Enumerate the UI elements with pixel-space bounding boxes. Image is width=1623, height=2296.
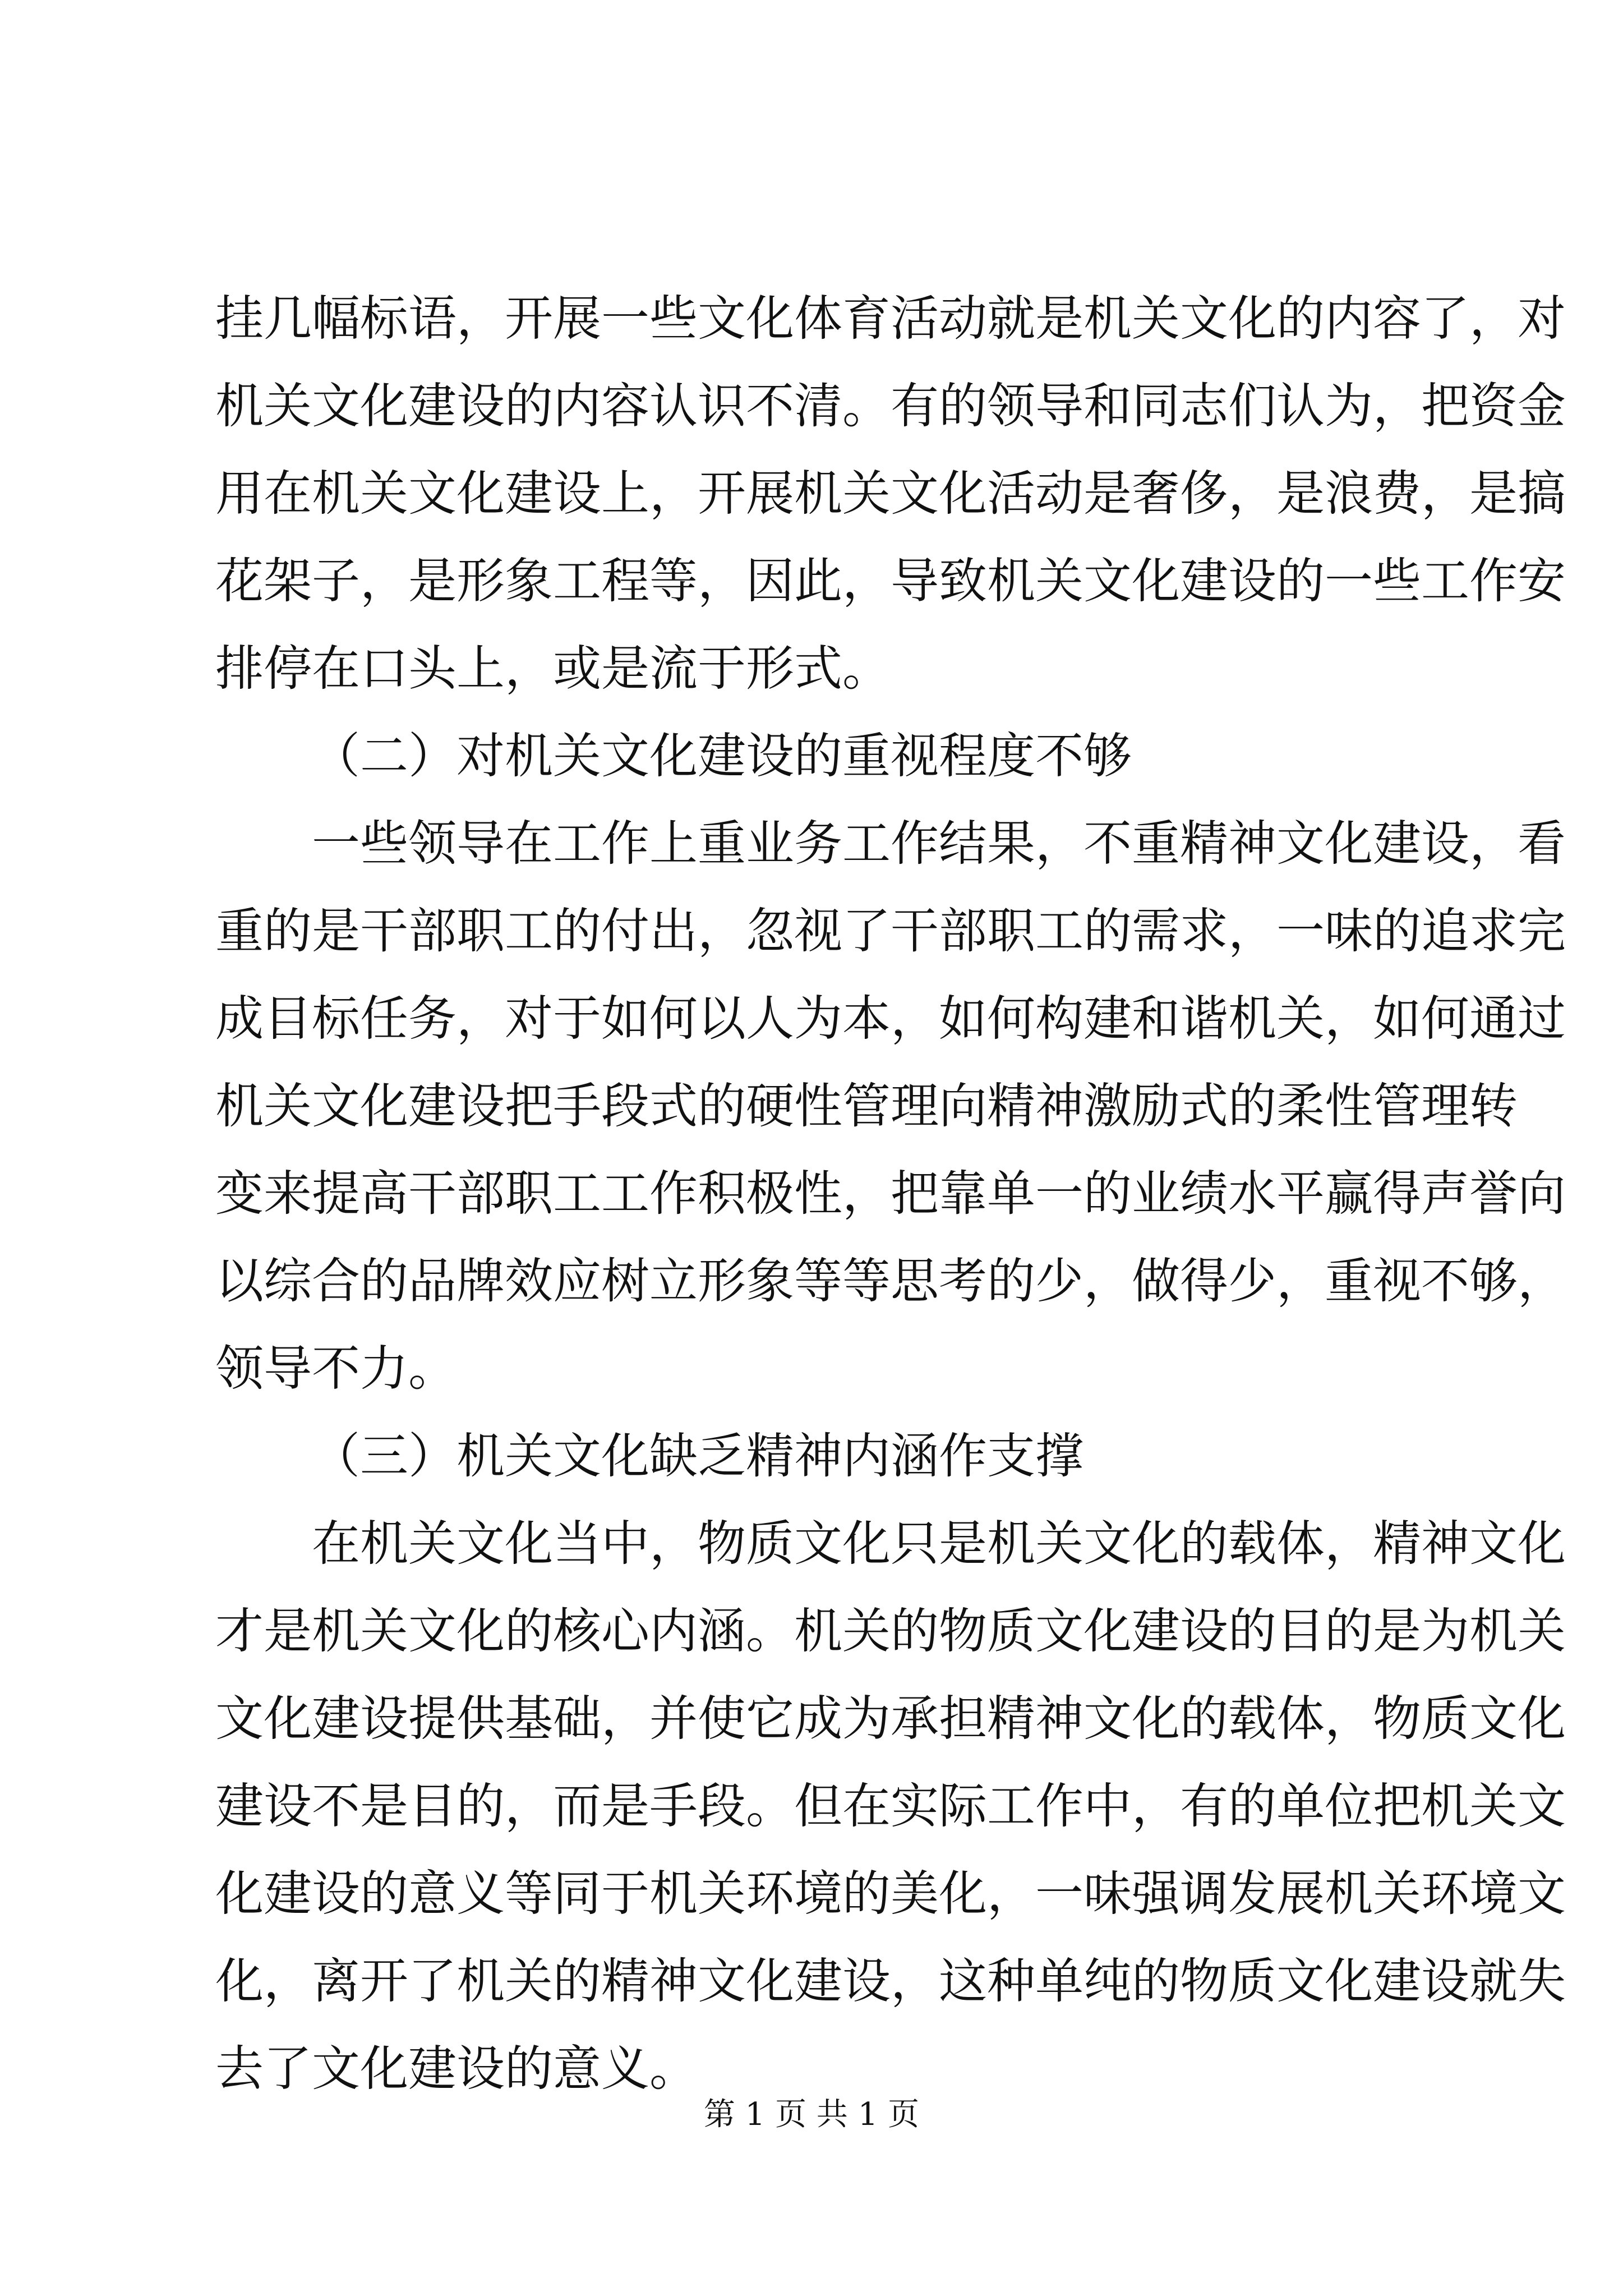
text-line: 化建设的意义等同于机关环境的美化，一味强调发展机关环境文 xyxy=(215,1866,1566,1922)
text-line: 机关文化建设把手段式的硬性管理向精神激励式的柔性管理转 xyxy=(215,1078,1518,1134)
text-line: 建设不是目的，而是手段。但在实际工作中，有的单位把机关文 xyxy=(215,1778,1566,1834)
text-line: 成目标任务，对于如何以人为本，如何构建和谐机关，如何通过 xyxy=(215,991,1566,1047)
page-footer: 第 1 页 共 1 页 xyxy=(703,2096,920,2133)
text-line: 机关文化建设的内容认识不清。有的领导和同志们认为，把资金 xyxy=(215,378,1566,434)
paragraph-2 xyxy=(215,800,1566,1412)
section-heading-3: （三）机关文化缺乏精神内涵作支撑 xyxy=(312,1428,1083,1484)
text-line: 一些领导在工作上重业务工作结果，不重精神文化建设，看 xyxy=(312,816,1566,872)
text-line: 用在机关文化建设上，开展机关文化活动是奢侈，是浪费，是搞 xyxy=(215,466,1566,522)
document-body xyxy=(215,275,1566,2113)
text-line: 重的是干部职工的付出，忽视了干部职工的需求，一味的追求完 xyxy=(215,903,1566,959)
text-line: 花架子，是形象工程等，因此，导致机关文化建设的一些工作安 xyxy=(215,553,1566,609)
text-line: 去了文化建设的意义。 xyxy=(215,2041,698,2097)
text-line: 领导不力。 xyxy=(215,1341,457,1397)
text-line: 文化建设提供基础，并使它成为承担精神文化的载体，物质文化 xyxy=(215,1691,1566,1747)
text-line: 在机关文化当中，物质文化只是机关文化的载体，精神文化 xyxy=(312,1516,1566,1572)
text-line: 以综合的品牌效应树立形象等等思考的少，做得少，重视不够， xyxy=(215,1253,1566,1309)
section-heading-2: （二）对机关文化建设的重视程度不够 xyxy=(312,728,1132,784)
paragraph-3 xyxy=(215,1500,1566,2113)
text-line: 挂几幅标语，开展一些文化体育活动就是机关文化的内容了，对 xyxy=(215,291,1566,347)
paragraph-1 xyxy=(215,275,1566,712)
text-line: 排停在口头上，或是流于形式。 xyxy=(215,641,891,697)
text-line: 化，离开了机关的精神文化建设，这种单纯的物质文化建设就失 xyxy=(215,1953,1566,2009)
text-line: 变来提高干部职工工作积极性，把靠单一的业绩水平赢得声誉向 xyxy=(215,1166,1566,1222)
text-line: 才是机关文化的核心内涵。机关的物质文化建设的目的是为机关 xyxy=(215,1603,1566,1659)
